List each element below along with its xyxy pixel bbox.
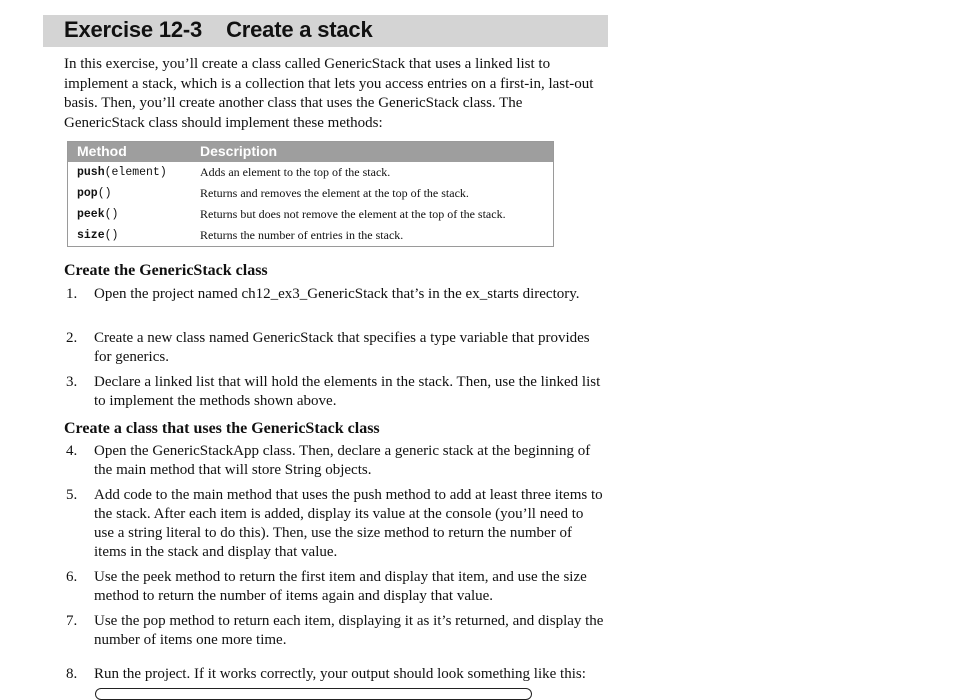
step-item xyxy=(64,665,604,684)
step-number: 3. xyxy=(66,374,78,390)
step-item xyxy=(64,285,604,304)
method-name: size xyxy=(77,229,105,242)
intro-paragraph: In this exercise, you’ll create a class called GenericStack that uses a linked list to implement a stack, which is a collection that lets you access entries on a first-in, last-out basis. Then, you’ll create another class that uses the GenericStack class. The GenericStack class should implement these methods: xyxy=(64,56,594,131)
method-column-header: Method xyxy=(77,143,127,159)
table-row xyxy=(68,162,553,183)
method-args: (element) xyxy=(104,166,167,179)
step-number: 7. xyxy=(66,613,78,629)
method-description: Adds an element to the top of the stack. xyxy=(200,165,391,179)
method-args: () xyxy=(104,208,119,221)
step-text: Add code to the main method that uses the push method to add at least three items to the stack. After each item is added, display its value at the console (you’ll need to use a string literal to do this). Then, use the size method to return the number of items in the stack and display that value. xyxy=(94,487,603,560)
step-item xyxy=(64,568,604,606)
table-header xyxy=(68,142,553,162)
method-signature xyxy=(77,229,118,242)
step-text: Declare a linked list that will hold the elements in the stack. Then, use the linked list to implement the methods shown above. xyxy=(94,374,601,409)
step-text: Open the GenericStackApp class. Then, declare a generic stack at the beginning of the main method that will store String objects. xyxy=(94,443,591,478)
method-signature xyxy=(77,166,167,179)
step-number: 6. xyxy=(66,569,78,585)
table-row xyxy=(68,183,553,204)
step-number: 8. xyxy=(66,666,78,682)
method-args: () xyxy=(97,187,112,200)
method-name: push xyxy=(77,166,105,179)
table-row xyxy=(68,225,553,246)
console-output-box xyxy=(95,688,532,700)
method-name: pop xyxy=(77,187,98,200)
exercise-header xyxy=(43,15,608,47)
method-name: peek xyxy=(77,208,105,221)
step-text: Create a new class named GenericStack that specifies a type variable that provides for generics. xyxy=(94,330,590,365)
step-number: 2. xyxy=(66,330,78,346)
step-item xyxy=(64,612,604,650)
method-signature xyxy=(77,187,112,200)
step-text: Open the project named ch12_ex3_GenericStack that’s in the ex_starts directory. xyxy=(94,286,580,302)
step-item xyxy=(64,329,604,367)
step-number: 5. xyxy=(66,487,78,503)
section-heading: Create a class that uses the GenericStack class xyxy=(64,420,380,437)
step-item xyxy=(64,373,604,411)
method-args: () xyxy=(104,229,119,242)
description-column-header: Description xyxy=(200,143,278,159)
table-row xyxy=(68,204,553,225)
methods-table xyxy=(67,141,554,247)
step-number: 1. xyxy=(66,286,78,302)
step-text: Use the pop method to return each item, displaying it as it’s returned, and display the number of items one more time. xyxy=(94,613,604,648)
method-signature xyxy=(77,208,118,221)
exercise-heading xyxy=(64,17,373,43)
step-number: 4. xyxy=(66,443,78,459)
step-item xyxy=(64,442,604,480)
method-description: Returns and removes the element at the top of the stack. xyxy=(200,186,469,200)
method-description: Returns but does not remove the element at the top of the stack. xyxy=(200,207,506,221)
exercise-title: Create a stack xyxy=(226,17,373,42)
method-description: Returns the number of entries in the stack. xyxy=(200,228,404,242)
section-heading: Create the GenericStack class xyxy=(64,262,268,279)
step-text: Use the peek method to return the first item and display that item, and use the size method to return the number of items again and display that value. xyxy=(94,569,587,604)
exercise-number: Exercise 12-3 xyxy=(64,17,203,42)
step-text: Run the project. If it works correctly, your output should look something like this: xyxy=(94,666,586,682)
step-item xyxy=(64,486,604,562)
